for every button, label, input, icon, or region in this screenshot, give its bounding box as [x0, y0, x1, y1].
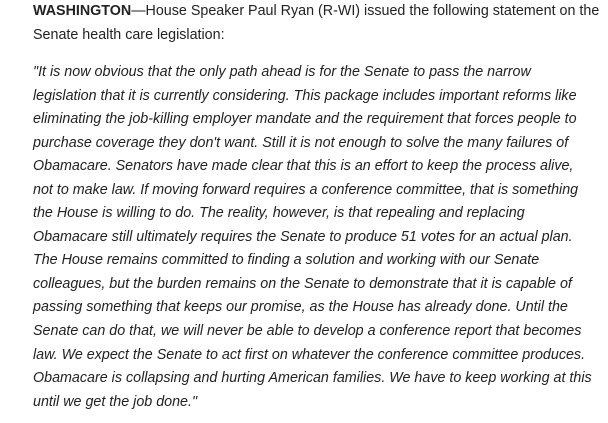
statement-quote [33, 61, 603, 414]
article-body [33, 0, 603, 414]
quote-line: the House is willing to do. The reality, however, is that repealing and replacing [33, 205, 525, 222]
quote-line: legislation that it is currently considering. This package includes important reforms like [33, 87, 577, 104]
intro-paragraph [33, 0, 603, 47]
quote-line: Obamacare still ultimately requires the Senate to produce 51 votes for an actual plan. [33, 228, 573, 245]
quote-line: purchase coverage they don't want. Still it is not enough to solve the many failures of [33, 134, 569, 151]
intro-line-1: —House Speaker Paul Ryan (R-WI) issued the following statement on the [131, 3, 600, 19]
dateline: WASHINGTON [33, 3, 132, 19]
quote-line: not to make law. If moving forward requires a conference committee, that is something [33, 181, 579, 198]
quote-line: The House remains committed to finding a solution and working with our Senate [33, 252, 540, 269]
quote-line: Senate can do that, we will never be able to develop a conference report that becomes [33, 323, 582, 340]
quote-line: colleagues, but the burden remains on the Senate to demonstrate that it is capable of [33, 275, 572, 292]
quote-line: Obamacare is collapsing and hurting American families. We have to keep working at this [33, 370, 592, 387]
quote-line: Obamacare. Senators have made clear that this is an effort to keep the process alive, [33, 158, 574, 175]
quote-line: until we get the job done." [33, 393, 198, 410]
quote-line: eliminating the job-killing employer mandate and the requirement that forces people to [33, 111, 577, 128]
quote-line: "It is now obvious that the only path ahead is for the Senate to pass the narrow [33, 64, 531, 80]
intro-line-2: Senate health care legislation: [33, 26, 225, 43]
quote-line: passing something that keeps our promise, as the House has already done. Until the [33, 299, 568, 316]
quote-line: law. We expect the Senate to act first on whatever the conference committee produces. [33, 346, 586, 363]
